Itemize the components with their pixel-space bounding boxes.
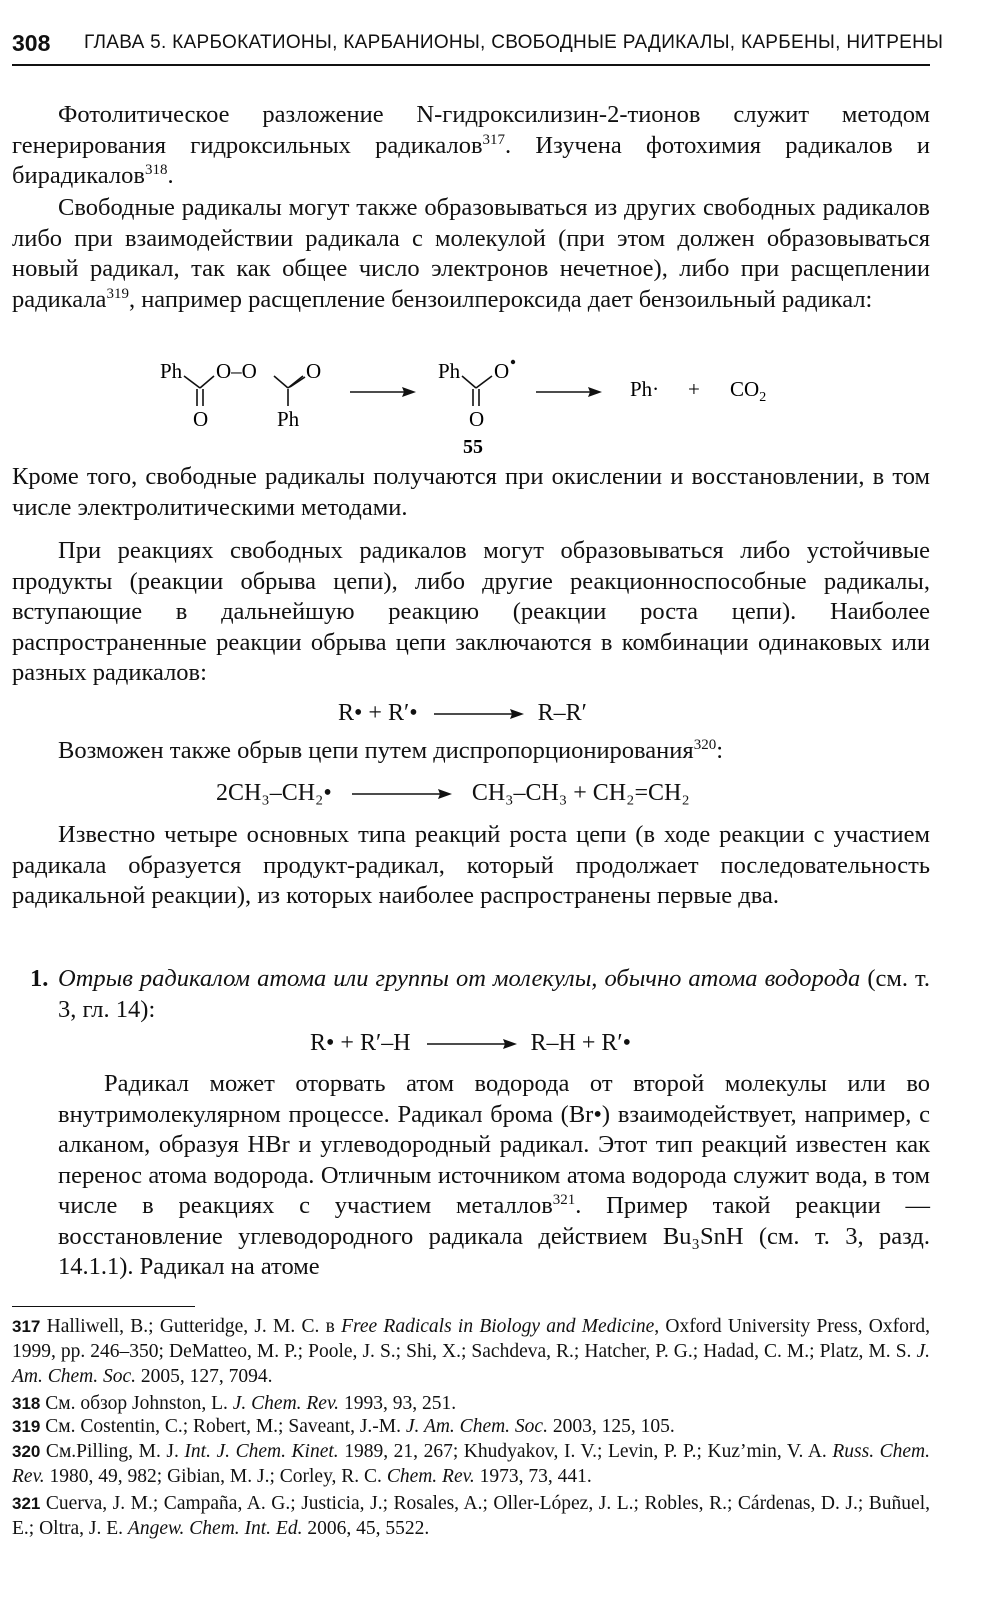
reaction-arrow-icon: [430, 707, 526, 721]
footnote-separator: [12, 1306, 195, 1307]
paragraph-photolysis: Фотолитическое разложение N-гидроксилизин-2-тионов служит методом генерирования гидроксильных радикалов$^{317}$. Изучена фотохимия радикалов и бирадикалов$^{318}$.: [12, 101, 930, 189]
list-item-number: 1.: [30, 965, 49, 992]
scheme-o-1: O: [306, 359, 322, 383]
scheme-phenyl-radical: Ph·: [630, 377, 660, 401]
reaction-arrow-icon: [423, 1037, 519, 1051]
compound-label-55: 55: [463, 436, 483, 456]
equation-combination: R• + R′• R–R′: [338, 700, 587, 726]
benzoyl-peroxide-scheme: [150, 356, 790, 456]
list-item-1: 1. Отрыв радикалом атома или группы от молекулы, обычно атома водорода (см. т. 3, гл. 14):: [30, 965, 930, 1023]
scheme-o-3: O: [494, 359, 510, 383]
equation-disproportionation: 2CH₃–CH₂• CH₃–CH₃ + CH₂=CH₂: [216, 780, 690, 806]
chapter-title: ГЛАВА 5. КАРБОКАТИОНЫ, КАРБАНИОНЫ, СВОБОДНЫЕ РАДИКАЛЫ, КАРБЕНЫ, НИТРЕНЫ: [84, 32, 944, 53]
scheme-plus: +: [688, 377, 700, 401]
footnote-318: 318 См. обзор Johnston, L. J. Chem. Rev. 1993, 93, 251.: [12, 1393, 457, 1414]
page-number: 308: [12, 30, 51, 56]
paragraph-oxidation-reduction: Кроме того, свободные радикалы получаются при окислении и восстановлении, в том числе электролитическими методами.: [12, 463, 930, 521]
running-header: [12, 28, 944, 66]
scheme-o-4: O: [469, 407, 485, 431]
footnote-319: 319 См. Costentin, C.; Robert, M.; Saveant, J.-M. J. Am. Chem. Soc. 2003, 125, 105.: [12, 1416, 675, 1437]
scheme-peroxide-bridge: O–O: [216, 359, 257, 383]
paragraph-propagation: Известно четыре основных типа реакций роста цепи (в ходе реакции с участием радикала образуется продукт-радикал, который продолжает последовательность радикальной реакции), из которых наиболее распространены первые два.: [12, 821, 930, 909]
scheme-co2: $CO_2$: [730, 377, 767, 405]
footnote-321: 321 Cuerva, J. M.; Campaña, A. G.; Justicia, J.; Rosales, A.; Oller-López, J. L.; Robles, R.; Cárdenas, D. J.; Buñuel, E.; Oltra, J. E. Angew. Chem. Int. Ed. 2006, 45, 5522.: [12, 1493, 930, 1539]
scheme-ph-1: Ph: [160, 359, 183, 383]
footnote-ref-321[interactable]: 321: [552, 1191, 576, 1208]
equation-abstraction: R• + R′–H R–H + R′•: [310, 1030, 632, 1056]
footnote-ref-319[interactable]: 319: [106, 285, 129, 302]
reaction-arrow-icon: [348, 787, 456, 801]
scheme-ph-2: Ph: [277, 407, 300, 431]
paragraph-termination: При реакциях свободных радикалов могут образовываться либо устойчивые продукты (реакции обрыва цепи), либо другие реакционноспособные радикалы, вступающие в дальнейшую реакцию (реакции роста цепи). Наиболее распространенные реакции обрыва цепи заключаются в комбинации одинаковых или разных радикалов:: [12, 537, 930, 686]
scheme-o-2: O: [193, 407, 209, 431]
footnote-ref-320[interactable]: 320: [693, 736, 717, 753]
paragraph-hydrogen-transfer: Радикал может оторвать атом водорода от второй молекулы или во внутримолекулярном процессе. Радикал брома (Br•) взаимодействует, например, с алканом, образуя HBr и углеводородный радикал. Этот тип реакций известен как перенос атома водорода. Отличным источником атома водорода служит вода, в том числе в реакциях с участием металлов$^{321}$. Пример такой реакции — восстановление углеводородного радикала действием Bu₃SnH (см. т. 3, разд. 14.1.1). Радикал на атоме: [58, 1070, 930, 1280]
paragraph-disproportionation: Возможен также обрыв цепи путем диспропорционирования$^{320}$:: [58, 736, 723, 764]
list-item-title: Отрыв радикалом атома или группы от молекулы, обычно атома водорода: [58, 965, 861, 992]
paragraph-radical-formation: Свободные радикалы могут также образовываться из других свободных радикалов либо при взаимодействии радикала с молекулой (при этом должен образовываться новый радикал, так как общее число электронов нечетное), либо при расщеплении радикала$^{319}$, например расщепление бензоилпероксида дает бензоильный радикал:: [12, 194, 930, 313]
footnote-320: 320 См.Pilling, M. J. Int. J. Chem. Kinet. 1989, 21, 267; Khudyakov, I. V.; Levin, P. P.; Kuz’min, V. A. Russ. Chem. Rev. 1980, 49, 982; Gibian, M. J.; Corley, R. C. Chem. Rev. 1973, 73, 441.: [12, 1441, 930, 1487]
footnote-ref-317[interactable]: 317: [482, 131, 506, 148]
footnote-ref-318[interactable]: 318: [144, 161, 168, 178]
scheme-ph-3: Ph: [438, 359, 461, 383]
footnote-317: 317 Halliwell, B.; Gutteridge, J. M. C. в Free Radicals in Biology and Medicine, Oxford University Press, Oxford, 1999, pp. 246–350; DeMatteo, M. P.; Poole, J. S.; Shi, X.; Sachdeva, R.; Hatcher, P. G.; Hadad, C. M.; Platz, M. S. J. Am. Chem. Soc. 2005, 127, 7094.: [12, 1316, 930, 1387]
